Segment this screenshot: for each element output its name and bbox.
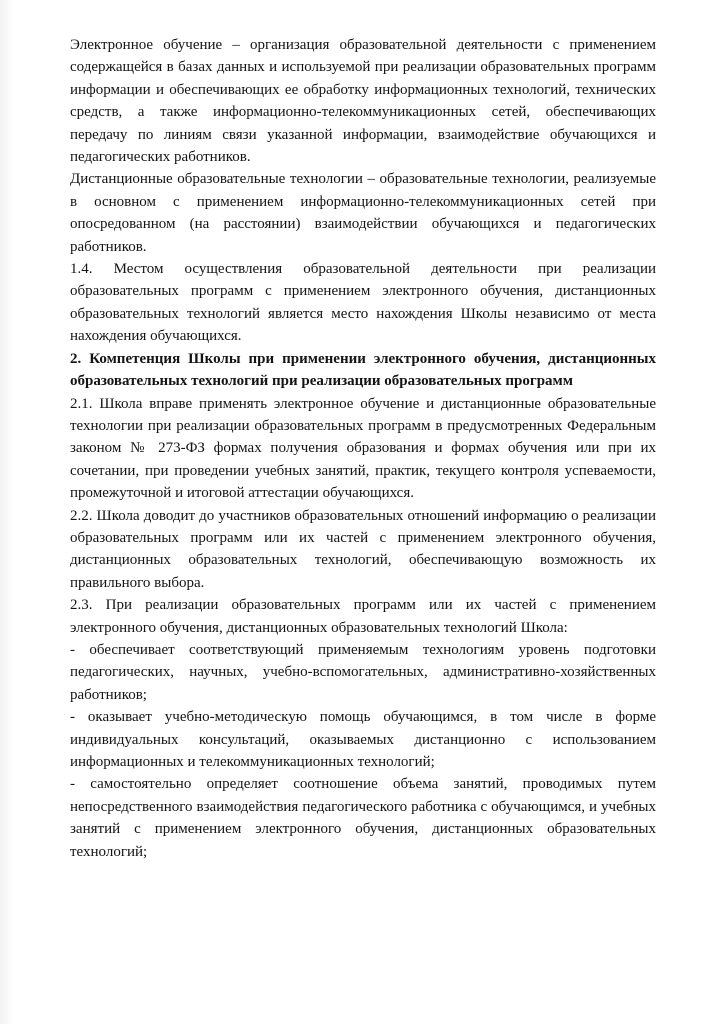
section-2-heading: 2. Компетенция Школы при применении электронного обучения, дистанционных образовательных технологий при реализации образовательных программ bbox=[70, 350, 656, 390]
paragraph-distance-technologies-definition: Дистанционные образовательные технологии – образовательные технологии, реализуемые в основном с применением информационно-телекоммуникационных сетей при опосредованном (на расстоянии) взаимодействии обучающихся и педагогических работников. bbox=[70, 171, 656, 255]
list-item-staff-training: - обеспечивает соответствующий применяемым технологиям уровень подготовки педагогических, научных, учебно-вспомогательных, административно-хозяйственных работников; bbox=[70, 641, 656, 703]
paragraph-e-learning-definition: Электронное обучение – организация образовательной деятельности с применением содержащейся в базах данных и используемой при реализации образовательных программ информации и обеспечивающих ее обработку информационных технологий, технических средств, а также информационно-телекоммуникационных сетей, обеспечивающих передачу по линиям связи указанной информации, взаимодействие обучающихся и педагогических работников. bbox=[70, 37, 656, 166]
scan-edge-shadow bbox=[0, 0, 14, 1024]
paragraph-1-4: 1.4. Местом осуществления образовательной деятельности при реализации образовательных программ с применением электронного обучения, дистанционных образовательных технологий является место нахождения Школы независимо от места нахождения обучающихся. bbox=[70, 261, 656, 345]
list-item-class-ratio: - самостоятельно определяет соотношение объема занятий, проводимых путем непосредственного взаимодействия педагогического работника с обучающимся, и учебных занятий с применением электронного обучения, дистанционных образовательных технологий; bbox=[70, 776, 656, 860]
list-item-methodical-help: - оказывает учебно-методическую помощь обучающимся, в том числе в форме индивидуальных консультаций, оказываемых дистанционно с использованием информационных и телекоммуникационных технологий; bbox=[70, 709, 656, 770]
paragraph-2-3: 2.3. При реализации образовательных программ или их частей с применением электронного обучения, дистанционных образовательных технологий Школа: bbox=[70, 597, 656, 636]
paragraph-2-2: 2.2. Школа доводит до участников образовательных отношений информацию о реализации образовательных программ или их частей с применением электронного обучения, дистанционных образовательных технологий, обеспечивающую возможность их правильного выбора. bbox=[70, 507, 656, 591]
paragraph-2-1: 2.1. Школа вправе применять электронное обучение и дистанционные образовательные технологии при реализации образовательных программ в предусмотренных Федеральным законом № 273-ФЗ формах получения образования и формах обучения или при их сочетании, при проведении учебных занятий, практик, текущего контроля успеваемости, промежуточной и итоговой аттестации обучающихся. bbox=[70, 395, 656, 502]
document-body bbox=[70, 34, 656, 863]
